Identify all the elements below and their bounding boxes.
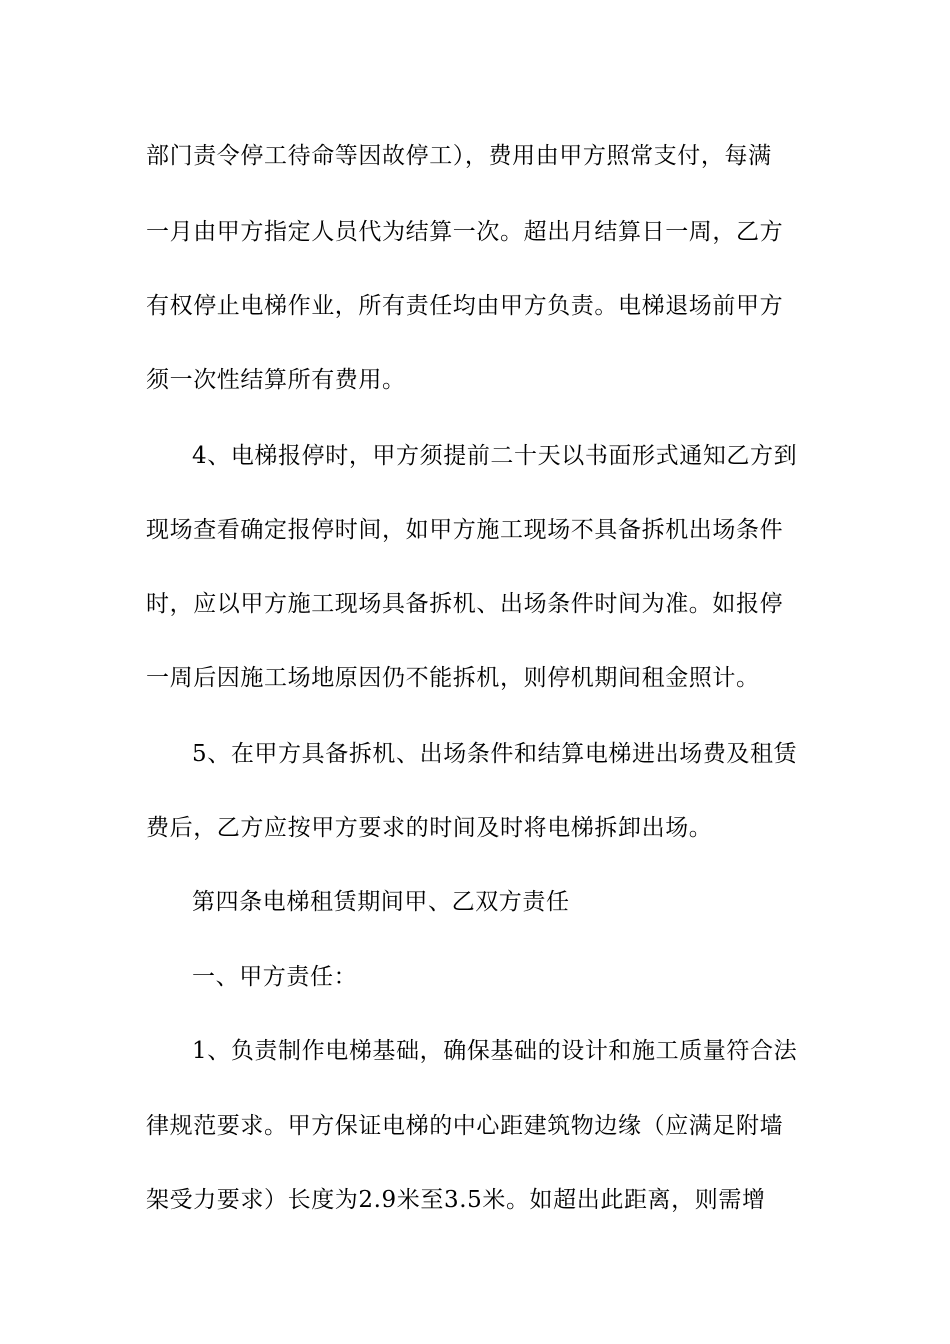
text-line: 律规范要求。甲方保证电梯的中心距建筑物边缘（应满足附墙 (146, 1113, 784, 1139)
text-line: 部门责令停工待命等因故停工），费用由甲方照常支付，每满 (146, 143, 772, 169)
text-line: 有权停止电梯作业，所有责任均由甲方负责。电梯退场前甲方 (146, 293, 784, 319)
paragraph-start-line: 4、电梯报停时，甲方须提前二十天以书面形式通知乙方到 (192, 443, 798, 469)
subsection-heading: 一、甲方责任： (192, 964, 358, 990)
text-line: 一月由甲方指定人员代为结算一次。超出月结算日一周，乙方 (146, 219, 784, 245)
text-line: 时，应以甲方施工现场具备拆机、出场条件时间为准。如报停 (146, 591, 784, 617)
text-line: 费后，乙方应按甲方要求的时间及时将电梯拆卸出场。 (146, 815, 713, 841)
paragraph-start-line: 1、负责制作电梯基础，确保基础的设计和施工质量符合法 (192, 1038, 798, 1064)
text-line: 现场查看确定报停时间，如甲方施工现场不具备拆机出场条件 (146, 517, 784, 543)
text-line: 架受力要求）长度为2.9米至3.5米。如超出此距离，则需增 (146, 1187, 766, 1213)
text-line: 须一次性结算所有费用。 (146, 367, 406, 393)
paragraph-start-line: 5、在甲方具备拆机、出场条件和结算电梯进出场费及租赁 (192, 741, 798, 767)
text-line: 一周后因施工场地原因仍不能拆机，则停机期间租金照计。 (146, 665, 760, 691)
section-heading: 第四条电梯租赁期间甲、乙双方责任 (192, 889, 570, 915)
